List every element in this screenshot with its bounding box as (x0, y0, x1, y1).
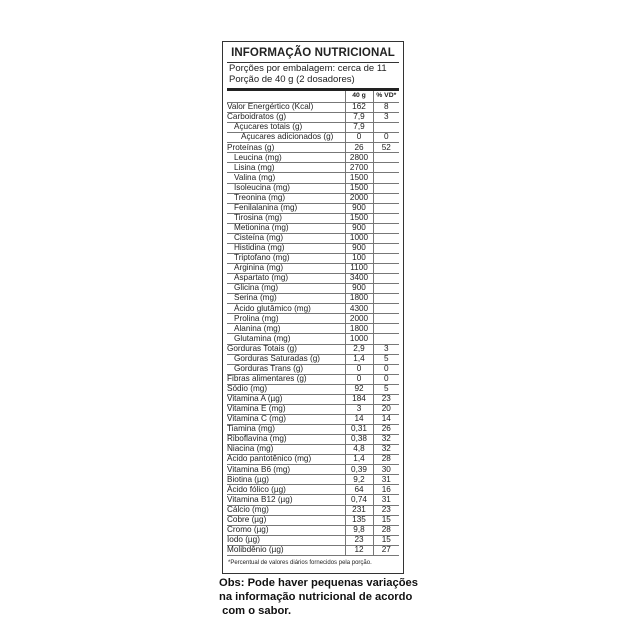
obs-line-2: na informação nutricional de acordo (219, 591, 413, 603)
nutrient-name: Valor Energértico (Kcal) (227, 103, 345, 113)
nutrient-name: Tiamina (mg) (227, 425, 345, 435)
nutrient-name: Gorduras Saturadas (g) (227, 354, 345, 364)
nutrient-daily-value: 32 (373, 435, 399, 445)
table-row (227, 404, 399, 414)
table-row (227, 253, 399, 263)
nutrient-amount: 2,9 (345, 344, 373, 354)
nutrient-daily-value (373, 314, 399, 324)
nutrient-name: Valina (mg) (227, 173, 345, 183)
nutrient-name: Açucares totais (g) (227, 123, 345, 133)
table-row (227, 485, 399, 495)
nutrient-daily-value (373, 233, 399, 243)
nutrient-daily-value (373, 173, 399, 183)
nutrient-name: Vitamina C (mg) (227, 414, 345, 424)
nutrient-amount: 231 (345, 505, 373, 515)
table-row (227, 294, 399, 304)
nutrient-amount: 135 (345, 515, 373, 525)
table-row (227, 505, 399, 515)
obs-line-1: Obs: Pode haver pequenas variações (219, 577, 418, 589)
table-row (227, 394, 399, 404)
nutrient-name: Fibras alimentares (g) (227, 374, 345, 384)
nutrient-name: Ácido pantotênico (mg) (227, 455, 345, 465)
nutrient-amount: 2800 (345, 153, 373, 163)
nutrient-name: Serina (mg) (227, 294, 345, 304)
nutrient-amount: 1100 (345, 264, 373, 274)
nutrient-amount: 12 (345, 545, 373, 555)
nutrient-daily-value: 26 (373, 425, 399, 435)
nutrient-amount: 0,74 (345, 495, 373, 505)
table-row (227, 425, 399, 435)
nutrient-amount: 3400 (345, 274, 373, 284)
nutrient-amount: 0 (345, 133, 373, 143)
table-row (227, 495, 399, 505)
nutrient-amount: 4,8 (345, 445, 373, 455)
table-row (227, 344, 399, 354)
table-row (227, 334, 399, 344)
nutrient-daily-value: 20 (373, 404, 399, 414)
nutrient-name: Iodo (µg) (227, 535, 345, 545)
nutrient-name: Isoleucina (mg) (227, 183, 345, 193)
nutrient-amount: 900 (345, 203, 373, 213)
nutrient-daily-value: 14 (373, 414, 399, 424)
nutrient-amount: 0 (345, 364, 373, 374)
nutrient-name: Histidina (mg) (227, 243, 345, 253)
nutrient-name: Niacina (mg) (227, 445, 345, 455)
nutrient-name: Cisteína (mg) (227, 233, 345, 243)
nutrient-daily-value (373, 324, 399, 334)
portion-size: Porção de 40 g (2 dosadores) (229, 74, 355, 85)
table-row (227, 515, 399, 525)
nutrient-name: Molibdênio (µg) (227, 545, 345, 555)
table-row (227, 233, 399, 243)
table-row (227, 274, 399, 284)
nutrient-name: Prolina (mg) (227, 314, 345, 324)
nutrient-name: Glutamina (mg) (227, 334, 345, 344)
nutrient-daily-value (373, 294, 399, 304)
nutrient-daily-value (373, 213, 399, 223)
table-row (227, 374, 399, 384)
nutrient-daily-value: 31 (373, 475, 399, 485)
nutrient-daily-value (373, 284, 399, 294)
nutrient-name: Gorduras Trans (g) (227, 364, 345, 374)
table-row (227, 173, 399, 183)
nutrient-amount: 26 (345, 143, 373, 153)
nutrient-amount: 2700 (345, 163, 373, 173)
nutrient-name: Treonina (mg) (227, 193, 345, 203)
nutrient-daily-value (373, 274, 399, 284)
nutrient-amount: 2000 (345, 314, 373, 324)
nutrient-name: Açucares adicionados (g) (227, 133, 345, 143)
nutrient-name: Aspartato (mg) (227, 274, 345, 284)
nutrient-daily-value: 52 (373, 143, 399, 153)
nutrient-daily-value (373, 203, 399, 213)
table-row (227, 243, 399, 253)
nutrient-name: Carboidratos (g) (227, 113, 345, 123)
nutrient-name: Leucina (mg) (227, 153, 345, 163)
header-amount: 40 g (345, 91, 373, 103)
table-row (227, 223, 399, 233)
nutrient-name: Ácido fólico (µg) (227, 485, 345, 495)
nutrient-daily-value (373, 123, 399, 133)
table-row (227, 525, 399, 535)
nutrient-amount: 92 (345, 384, 373, 394)
nutrient-daily-value: 5 (373, 354, 399, 364)
nutrient-amount: 2000 (345, 193, 373, 203)
nutrient-daily-value (373, 223, 399, 233)
table-row (227, 133, 399, 143)
nutrient-name: Gorduras Totais (g) (227, 344, 345, 354)
nutrient-daily-value (373, 253, 399, 263)
table-row (227, 193, 399, 203)
nutrient-amount: 14 (345, 414, 373, 424)
table-row (227, 354, 399, 364)
nutrient-amount: 0,39 (345, 465, 373, 475)
nutrient-amount: 64 (345, 485, 373, 495)
nutrient-amount: 7,9 (345, 113, 373, 123)
table-row (227, 304, 399, 314)
table-row (227, 264, 399, 274)
nutrient-name: Tirosina (mg) (227, 213, 345, 223)
nutrient-name: Sódio (mg) (227, 384, 345, 394)
table-row (227, 445, 399, 455)
nutrient-daily-value: 31 (373, 495, 399, 505)
nutrient-daily-value: 0 (373, 374, 399, 384)
nutrient-amount: 900 (345, 243, 373, 253)
nutrient-amount: 0,38 (345, 435, 373, 445)
table-row (227, 545, 399, 555)
table-row (227, 203, 399, 213)
nutrient-daily-value: 5 (373, 384, 399, 394)
nutrient-name: Fenilalanina (mg) (227, 203, 345, 213)
nutrient-daily-value: 28 (373, 455, 399, 465)
nutrient-daily-value: 16 (373, 485, 399, 495)
label-title: INFORMAÇÃO NUTRICIONAL (231, 47, 395, 59)
nutrient-daily-value: 15 (373, 535, 399, 545)
nutrient-amount: 0,31 (345, 425, 373, 435)
nutrient-amount: 3 (345, 404, 373, 414)
nutrient-amount: 1500 (345, 173, 373, 183)
table-row (227, 284, 399, 294)
nutrient-name: Vitamina B12 (µg) (227, 495, 345, 505)
table-row (227, 465, 399, 475)
table-row (227, 384, 399, 394)
nutrient-amount: 1800 (345, 324, 373, 334)
table-row (227, 535, 399, 545)
nutrient-amount: 1500 (345, 183, 373, 193)
table-row (227, 435, 399, 445)
table-row (227, 475, 399, 485)
nutrient-daily-value: 0 (373, 364, 399, 374)
nutrient-amount: 1500 (345, 213, 373, 223)
nutrient-daily-value (373, 304, 399, 314)
nutrient-daily-value (373, 243, 399, 253)
nutrient-amount: 1000 (345, 233, 373, 243)
footnote: *Percentual de valores diários fornecidos pela porção. (228, 559, 372, 566)
table-header-row (227, 91, 399, 103)
table-row (227, 314, 399, 324)
table-row (227, 163, 399, 173)
nutrient-name: Ácido glutâmico (mg) (227, 304, 345, 314)
nutrient-name: Lisina (mg) (227, 163, 345, 173)
nutrient-amount: 4300 (345, 304, 373, 314)
nutrient-amount: 7,9 (345, 123, 373, 133)
nutrient-amount: 9,8 (345, 525, 373, 535)
nutrient-name: Biotina (µg) (227, 475, 345, 485)
nutrient-amount: 900 (345, 223, 373, 233)
nutrient-daily-value: 3 (373, 344, 399, 354)
nutrient-amount: 184 (345, 394, 373, 404)
header-daily-value: % VD* (373, 91, 399, 103)
nutrient-amount: 100 (345, 253, 373, 263)
table-row (227, 153, 399, 163)
observation-note (219, 576, 439, 618)
nutrient-name: Alanina (mg) (227, 324, 345, 334)
nutrient-daily-value: 23 (373, 394, 399, 404)
nutrient-name: Triptofano (mg) (227, 253, 345, 263)
nutrient-name: Arginina (mg) (227, 264, 345, 274)
nutrient-name: Proteínas (g) (227, 143, 345, 153)
table-row (227, 414, 399, 424)
table-row (227, 103, 399, 113)
nutrient-name: Cobre (µg) (227, 515, 345, 525)
nutrient-name: Cálcio (mg) (227, 505, 345, 515)
servings-per-package: Porções por embalagem: cerca de 11 (229, 63, 387, 74)
nutrient-name: Vitamina A (µg) (227, 394, 345, 404)
table-row (227, 123, 399, 133)
nutrient-daily-value: 15 (373, 515, 399, 525)
table-row (227, 113, 399, 123)
nutrient-daily-value (373, 193, 399, 203)
nutrient-daily-value (373, 264, 399, 274)
nutrient-amount: 1,4 (345, 455, 373, 465)
nutrient-daily-value: 23 (373, 505, 399, 515)
nutrient-daily-value: 3 (373, 113, 399, 123)
table-row (227, 143, 399, 153)
table-row (227, 213, 399, 223)
nutrient-daily-value: 28 (373, 525, 399, 535)
nutrient-amount: 1000 (345, 334, 373, 344)
nutrition-table (227, 91, 399, 556)
header-blank (227, 91, 345, 103)
nutrient-daily-value (373, 163, 399, 173)
nutrition-label (222, 41, 404, 574)
nutrient-amount: 1,4 (345, 354, 373, 364)
table-row (227, 364, 399, 374)
table-row (227, 183, 399, 193)
nutrient-amount: 9,2 (345, 475, 373, 485)
nutrient-name: Riboflavina (mg) (227, 435, 345, 445)
nutrient-amount: 900 (345, 284, 373, 294)
nutrient-name: Metionina (mg) (227, 223, 345, 233)
nutrient-daily-value (373, 153, 399, 163)
nutrient-amount: 23 (345, 535, 373, 545)
nutrient-amount: 1800 (345, 294, 373, 304)
nutrient-name: Cromo (µg) (227, 525, 345, 535)
nutrient-name: Vitamina B6 (mg) (227, 465, 345, 475)
nutrient-amount: 0 (345, 374, 373, 384)
nutrient-amount: 162 (345, 103, 373, 113)
nutrient-daily-value (373, 334, 399, 344)
nutrient-name: Glicina (mg) (227, 284, 345, 294)
nutrient-daily-value: 30 (373, 465, 399, 475)
nutrient-daily-value: 32 (373, 445, 399, 455)
table-row (227, 324, 399, 334)
nutrient-daily-value: 8 (373, 103, 399, 113)
nutrient-daily-value: 0 (373, 133, 399, 143)
nutrient-daily-value: 27 (373, 545, 399, 555)
table-row (227, 455, 399, 465)
obs-line-3: com o sabor. (219, 605, 292, 617)
nutrient-name: Vitamina E (mg) (227, 404, 345, 414)
nutrient-daily-value (373, 183, 399, 193)
